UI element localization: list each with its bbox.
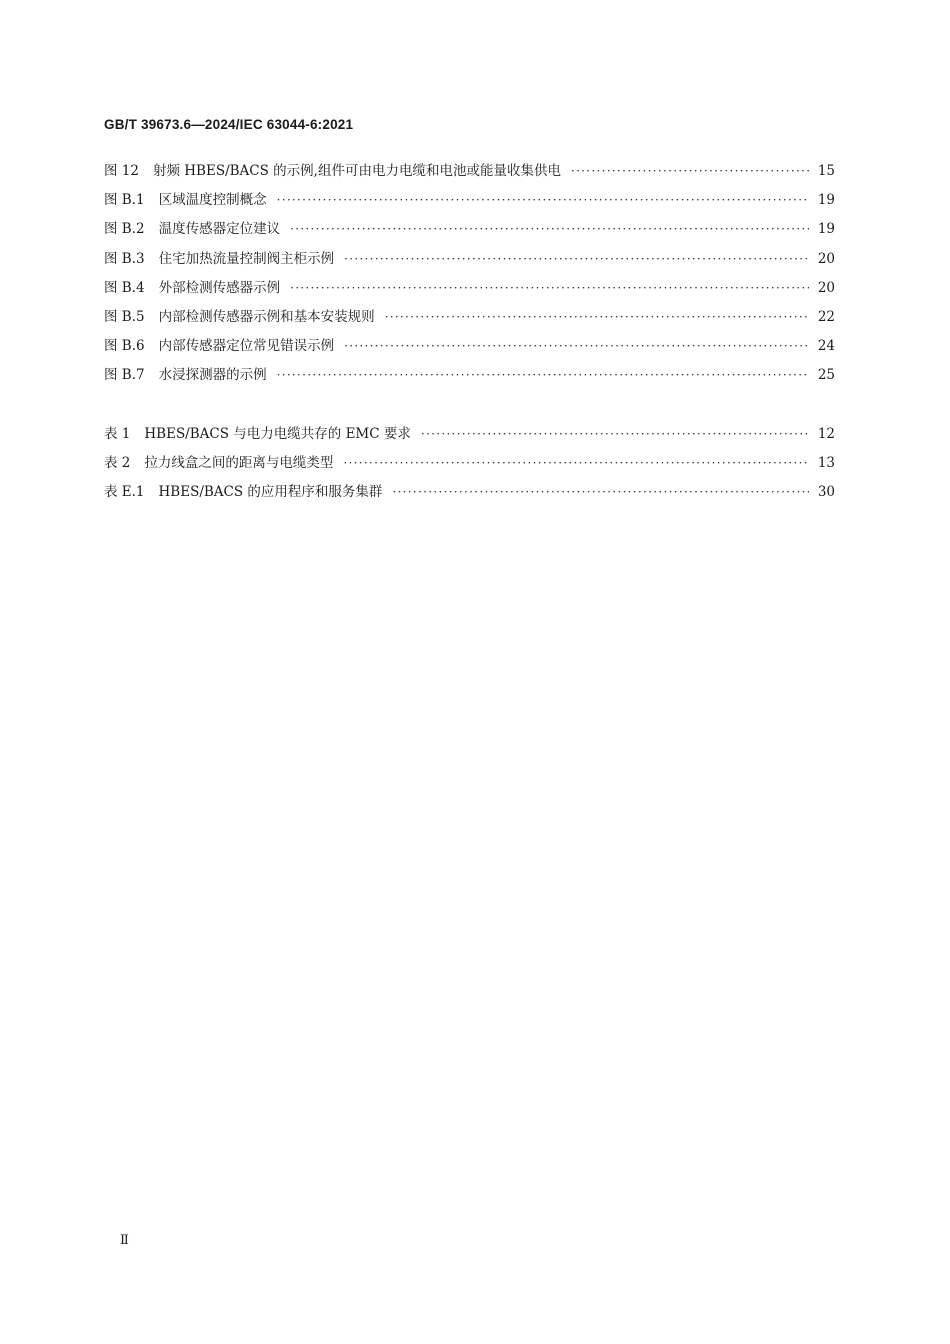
toc-entry-page: 15 xyxy=(817,163,835,179)
toc-entry-label: 图 B.4 xyxy=(104,279,145,296)
toc-entry-label: 图 B.5 xyxy=(104,308,145,325)
toc-entry-label: 图 B.7 xyxy=(104,367,145,384)
toc-entry-label: 表 1 xyxy=(104,426,131,442)
page-number: Ⅱ xyxy=(120,1233,129,1248)
list-of-tables xyxy=(104,420,835,508)
toc-entry-title: 区域温度控制概念 xyxy=(158,192,267,209)
toc-entry-label: 图 B.6 xyxy=(104,338,145,355)
toc-leader-dots xyxy=(343,449,809,478)
toc-leader-dots xyxy=(290,274,809,303)
toc-entry-figure[interactable] xyxy=(104,157,835,186)
toc-entry-label: 图 B.1 xyxy=(104,192,145,209)
toc-entry-page: 20 xyxy=(817,279,835,296)
toc-entry-figure[interactable] xyxy=(104,303,835,332)
toc-entry-title: 内部传感器定位常见错误示例 xyxy=(158,338,335,355)
toc-leader-dots xyxy=(385,303,809,332)
toc-entry-page: 20 xyxy=(817,250,835,267)
toc-leader-dots xyxy=(290,215,809,244)
toc-entry-title: 内部检测传感器示例和基本安装规则 xyxy=(158,308,375,325)
toc-entry-page: 25 xyxy=(817,367,835,384)
toc-entry-figure[interactable] xyxy=(104,361,835,390)
toc-leader-dots xyxy=(392,478,809,507)
toc-entry-page: 19 xyxy=(817,221,835,238)
standard-number-header: GB/T 39673.6—2024/IEC 63044-6:2021 xyxy=(104,117,354,132)
toc-entry-table[interactable] xyxy=(104,420,835,449)
toc-entry-table[interactable] xyxy=(104,449,835,478)
toc-entry-title: HBES/BACS 与电力电缆共存的 EMC 要求 xyxy=(144,426,411,442)
toc-leader-dots xyxy=(344,245,809,274)
toc-leader-dots xyxy=(571,157,809,186)
toc-entry-page: 30 xyxy=(817,484,835,501)
toc-entry-title: 水浸探测器的示例 xyxy=(158,367,267,384)
toc-entry-figure[interactable] xyxy=(104,332,835,361)
toc-entry-figure[interactable] xyxy=(104,245,835,274)
toc-entry-title: HBES/BACS 的应用程序和服务集群 xyxy=(158,484,383,501)
toc-leader-dots xyxy=(277,186,809,215)
toc-entry-page: 13 xyxy=(817,455,835,472)
toc-entry-page: 19 xyxy=(817,192,835,209)
toc-entry-page: 22 xyxy=(817,308,835,325)
toc-entry-figure[interactable] xyxy=(104,215,835,244)
toc-entry-title: 外部检测传感器示例 xyxy=(158,279,281,296)
list-of-figures xyxy=(104,157,835,391)
toc-leader-dots xyxy=(344,332,809,361)
toc-entry-table[interactable] xyxy=(104,478,835,507)
toc-entry-label: 图 12 xyxy=(104,163,139,179)
toc-entry-figure[interactable] xyxy=(104,186,835,215)
toc-entry-page: 24 xyxy=(817,338,835,355)
toc-entry-title: 射频 HBES/BACS 的示例,组件可由电力电缆和电池或能量收集供电 xyxy=(152,163,561,179)
toc-entry-label: 图 B.2 xyxy=(104,221,145,238)
toc-entry-label: 表 E.1 xyxy=(104,484,145,501)
toc-entry-title: 住宅加热流量控制阀主柜示例 xyxy=(158,250,335,267)
toc-entry-title: 温度传感器定位建议 xyxy=(158,221,281,238)
toc-entry-title: 拉力线盒之间的距离与电缆类型 xyxy=(144,455,334,472)
toc-entry-page: 12 xyxy=(817,426,835,442)
toc-leader-dots xyxy=(277,361,809,390)
toc-leader-dots xyxy=(421,420,809,449)
toc-entry-label: 表 2 xyxy=(104,455,131,472)
toc-entry-label: 图 B.3 xyxy=(104,250,145,267)
toc-entry-figure[interactable] xyxy=(104,274,835,303)
